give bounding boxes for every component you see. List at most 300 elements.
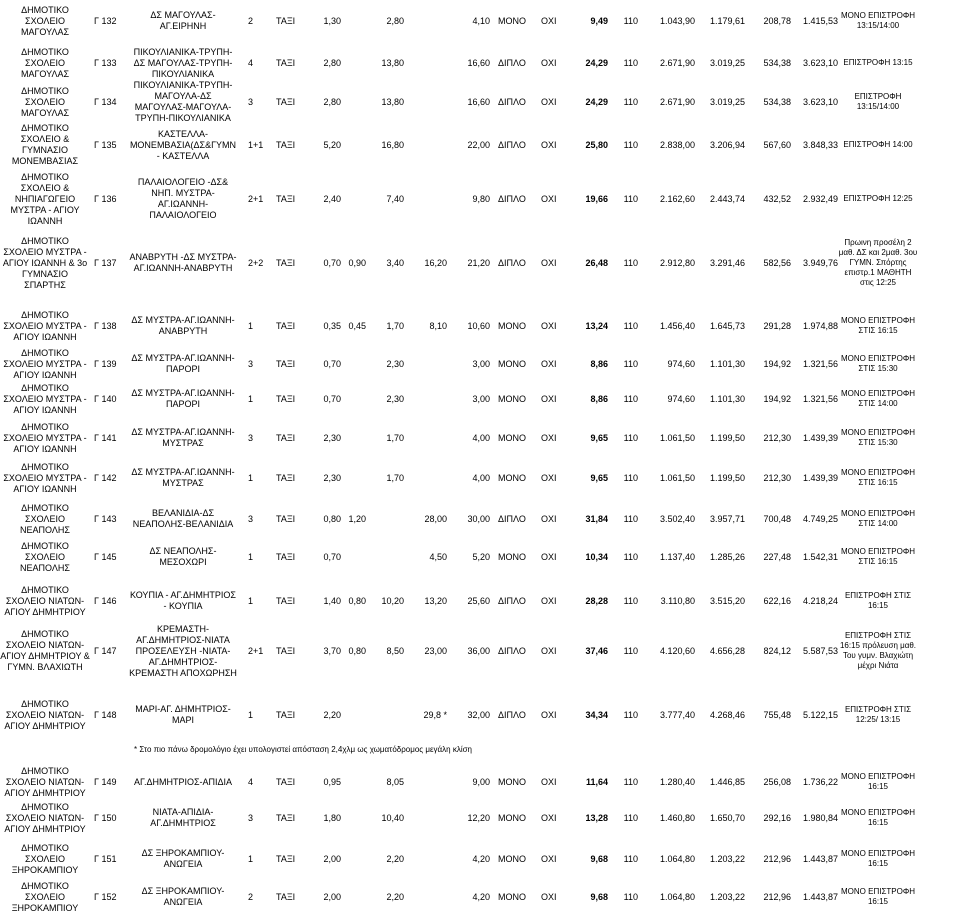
cell-c2: 0,80	[348, 595, 366, 606]
cell-c4: 29,8 *	[423, 709, 447, 720]
cell-a3: 208,78	[763, 15, 791, 26]
cell-route: ΔΣ ΜΥΣΤΡΑ-ΑΓ.ΙΩΑΝΝΗ-ΑΝΑΒΡΥΤΗ	[131, 315, 235, 336]
cell-a4: 1.415,53	[802, 15, 838, 26]
cell-route: ΑΓ.ΔΗΜΗΤΡΙΟΣ-ΑΠΙΔΙΑ	[133, 776, 233, 787]
cell-type: ΤΑΞΙ	[276, 393, 296, 404]
cell-type: ΤΑΞΙ	[276, 432, 296, 443]
cell-c5: 25,60	[467, 595, 490, 606]
cell-total: 9,65	[590, 472, 608, 483]
cell-note: ΕΠΙΣΤΡΟΦΗ ΣΤΙΣ 12:25/ 13:15	[844, 705, 912, 724]
cell-school: ΔΗΜΟΤΙΚΟ ΣΧΟΛΕΙΟ & ΓΥΜΝΑΣΙΟ ΜΟΝΕΜΒΑΣΙΑΣ	[11, 123, 79, 166]
table-row	[0, 306, 960, 346]
cell-a2: 1.199,50	[709, 432, 745, 443]
cell-c4: 8,10	[429, 320, 447, 331]
cell-a1: 2.162,60	[659, 193, 695, 204]
cell-vehicles: 2	[248, 15, 254, 26]
cell-note: ΜΟΝΟ ΕΠΙΣΤΡΟΦΗ 16:15	[841, 772, 915, 791]
cell-note: ΕΠΙΣΤΡΟΦΗ 13:15/14:00	[854, 92, 902, 111]
cell-c1: 2,40	[323, 193, 341, 204]
cell-total: 9,49	[590, 15, 608, 26]
cell-vehicles: 1	[248, 320, 254, 331]
cell-c3: 2,20	[386, 891, 404, 902]
cell-c5: 36,00	[467, 645, 490, 656]
cell-c4: 23,00	[424, 645, 447, 656]
cell-a4: 1.974,88	[802, 320, 838, 331]
cell-school: ΔΗΜΟΤΙΚΟ ΣΧΟΛΕΙΟ ΜΥΣΤΡΑ - ΑΓΙΟΥ ΙΩΑΝΝΗ	[3, 421, 87, 454]
cell-c3: 3,40	[386, 257, 404, 268]
cell-route: ΔΣ ΜΑΓΟΥΛΑΣ-ΑΓ.ΕΙΡΗΝΗ	[150, 10, 216, 31]
cell-vehicles: 4	[248, 57, 254, 68]
cell-note: ΜΟΝΟ ΕΠΙΣΤΡΟΦΗ 13:15/14:00	[841, 11, 915, 30]
cell-school: ΔΗΜΟΤΙΚΟ ΣΧΟΛΕΙΟ ΜΥΣΤΡΑ - ΑΓΙΟΥ ΙΩΑΝΝΗ	[3, 309, 87, 342]
cell-vehicles: 2	[248, 891, 254, 902]
cell-total: 28,28	[585, 595, 608, 606]
cell-type: ΤΑΞΙ	[276, 812, 296, 823]
cell-school: ΔΗΜΟΤΙΚΟ ΣΧΟΛΕΙΟ ΝΕΑΠΟΛΗΣ	[20, 502, 70, 535]
cell-dir: ΔΙΠΛΟ	[498, 513, 526, 524]
cell-note: ΕΠΙΣΤΡΟΦΗ 12:25	[843, 194, 913, 203]
cell-route: ΔΣ ΞΗΡΟΚΑΜΠΙΟΥ-ΑΝΩΓΕΙΑ	[141, 886, 225, 907]
cell-c5: 4,20	[472, 853, 490, 864]
cell-a2: 2.443,74	[709, 193, 745, 204]
cell-c4: 16,20	[424, 257, 447, 268]
cell-a2: 4.268,46	[709, 709, 745, 720]
cell-a2: 3.957,71	[709, 513, 745, 524]
cell-total: 19,66	[585, 193, 608, 204]
table-row	[0, 125, 960, 165]
cell-ret: ΟΧΙ	[541, 595, 557, 606]
cell-note: ΜΟΝΟ ΕΠΙΣΤΡΟΦΗ ΣΤΙΣ 14:00	[841, 389, 915, 408]
cell-c1: 2,00	[323, 853, 341, 864]
cell-type: ΤΑΞΙ	[276, 595, 296, 606]
table-row	[0, 695, 960, 735]
cell-type: ΤΑΞΙ	[276, 193, 296, 204]
cell-route: ΚΟΥΠΙΑ - ΑΓ.ΔΗΜΗΤΡΙΟΣ - ΚΟΥΠΙΑ	[130, 590, 236, 611]
cell-school: ΔΗΜΟΤΙΚΟ ΣΧΟΛΕΙΟ ΜΥΣΤΡΑ - ΑΓΙΟΥ ΙΩΑΝΝΗ	[3, 347, 87, 380]
cell-a3: 534,38	[763, 96, 791, 107]
cell-c2: 1,20	[348, 513, 366, 524]
cell-type: ΤΑΞΙ	[276, 776, 296, 787]
cell-a2: 1.203,22	[709, 891, 745, 902]
cell-c5: 4,10	[472, 15, 490, 26]
cell-c1: 2,20	[323, 709, 341, 720]
cell-a2: 1.199,50	[709, 472, 745, 483]
cell-c3: 8,05	[386, 776, 404, 787]
cell-note: ΜΟΝΟ ΕΠΙΣΤΡΟΦΗ ΣΤΙΣ 16:15	[841, 316, 915, 335]
cell-a1: 1.061,50	[659, 432, 695, 443]
cell-a1: 3.502,40	[659, 513, 695, 524]
cell-ret: ΟΧΙ	[541, 320, 557, 331]
cell-type: ΤΑΞΙ	[276, 96, 296, 107]
cell-c3: 13,80	[381, 96, 404, 107]
cell-code: Γ 142	[94, 472, 117, 483]
table-row	[0, 1, 960, 41]
cell-vehicles: 2+2	[248, 257, 264, 268]
cell-vehicles: 1+1	[248, 139, 264, 150]
cell-code: Γ 137	[94, 257, 117, 268]
cell-rate: 110	[623, 812, 638, 823]
cell-c1: 0,35	[323, 320, 341, 331]
cell-a4: 1.443,87	[802, 891, 838, 902]
cell-a4: 4.749,25	[802, 513, 838, 524]
cell-ret: ΟΧΙ	[541, 358, 557, 369]
cell-dir: ΜΟΝΟ	[498, 15, 526, 26]
cell-route: ΚΡΕΜΑΣΤΗ-ΑΓ.ΔΗΜΗΤΡΙΟΣ-ΝΙΑΤΑ ΠΡΟΣΕΛΕΥΣΗ -ΝΙΑΤΑ-ΑΓ.ΔΗΜΗΤΡΙΟΣ-ΚΡΕΜΑΣΤΗ ΑΠΟΧΩΡΗΣΗ	[129, 623, 237, 678]
cell-dir: ΜΟΝΟ	[498, 472, 526, 483]
cell-a2: 1.446,85	[709, 776, 745, 787]
cell-c3: 7,40	[386, 193, 404, 204]
cell-c5: 4,00	[472, 432, 490, 443]
cell-a3: 755,48	[763, 709, 791, 720]
cell-ret: ΟΧΙ	[541, 472, 557, 483]
cell-school: ΔΗΜΟΤΙΚΟ ΣΧΟΛΕΙΟ ΜΑΓΟΥΛΑΣ	[20, 4, 70, 37]
cell-c5: 9,80	[472, 193, 490, 204]
cell-a4: 1.321,56	[802, 393, 838, 404]
cell-ret: ΟΧΙ	[541, 551, 557, 562]
cell-total: 10,34	[585, 551, 608, 562]
cell-vehicles: 4	[248, 776, 254, 787]
cell-type: ΤΑΞΙ	[276, 320, 296, 331]
cell-c4: 13,20	[424, 595, 447, 606]
cell-rate: 110	[623, 96, 638, 107]
cell-a3: 700,48	[763, 513, 791, 524]
cell-school: ΔΗΜΟΤΙΚΟ ΣΧΟΛΕΙΟ ΜΥΣΤΡΑ - ΑΓΙΟΥ ΙΩΑΝΝΗ	[3, 461, 87, 494]
cell-route: ΠΙΚΟΥΛΙΑΝΙΚΑ-ΤΡΥΠΗ-ΔΣ ΜΑΓΟΥΛΑΣ-ΤΡΥΠΗ-ΠΙΚΟΥΛΙΑΝΙΚΑ	[133, 46, 233, 79]
cell-code: Γ 134	[94, 96, 117, 107]
cell-a2: 1.101,30	[709, 393, 745, 404]
table-row	[0, 762, 960, 802]
cell-c3: 1,70	[386, 472, 404, 483]
cell-total: 8,86	[590, 393, 608, 404]
cell-code: Γ 146	[94, 595, 117, 606]
table-row	[0, 82, 960, 122]
cell-note: ΜΟΝΟ ΕΠΙΣΤΡΟΦΗ 16:15	[841, 808, 915, 827]
cell-type: ΤΑΞΙ	[276, 891, 296, 902]
cell-school: ΔΗΜΟΤΙΚΟ ΣΧΟΛΕΙΟ ΜΑΓΟΥΛΑΣ	[20, 85, 70, 118]
cell-vehicles: 3	[248, 432, 254, 443]
cell-school: ΔΗΜΟΤΙΚΟ ΣΧΟΛΕΙΟ ΜΥΣΤΡΑ - ΑΓΙΟΥ ΙΩΑΝΝΗ & 3ο ΓΥΜΝΑΣΙΟ ΣΠΑΡΤΗΣ	[2, 235, 88, 290]
cell-ret: ΟΧΙ	[541, 139, 557, 150]
cell-dir: ΜΟΝΟ	[498, 812, 526, 823]
cell-c1: 2,00	[323, 891, 341, 902]
cell-c1: 2,30	[323, 472, 341, 483]
cell-school: ΔΗΜΟΤΙΚΟ ΣΧΟΛΕΙΟ ΜΥΣΤΡΑ - ΑΓΙΟΥ ΙΩΑΝΝΗ	[3, 382, 87, 415]
cell-a3: 432,52	[763, 193, 791, 204]
cell-a4: 1.736,22	[802, 776, 838, 787]
cell-route: ΔΣ ΞΗΡΟΚΑΜΠΙΟΥ-ΑΝΩΓΕΙΑ	[141, 848, 225, 869]
table-row	[0, 458, 960, 498]
cell-c1: 0,95	[323, 776, 341, 787]
cell-total: 9,68	[590, 853, 608, 864]
cell-route: ΜΑΡΙ-ΑΓ. ΔΗΜΗΤΡΙΟΣ-ΜΑΡΙ	[135, 704, 231, 725]
cell-dir: ΔΙΠΛΟ	[498, 595, 526, 606]
cell-code: Γ 135	[94, 139, 117, 150]
cell-c2: 0,90	[348, 257, 366, 268]
cell-dir: ΜΟΝΟ	[498, 853, 526, 864]
cell-c3: 13,80	[381, 57, 404, 68]
cell-c5: 16,60	[467, 96, 490, 107]
cell-code: Γ 141	[94, 432, 117, 443]
cell-a1: 1.460,80	[659, 812, 695, 823]
cell-note: ΜΟΝΟ ΕΠΙΣΤΡΟΦΗ 16:15	[841, 849, 915, 868]
cell-total: 34,34	[585, 709, 608, 720]
cell-a4: 3.623,10	[802, 96, 838, 107]
table-row	[0, 344, 960, 384]
cell-dir: ΜΟΝΟ	[498, 551, 526, 562]
cell-vehicles: 3	[248, 96, 254, 107]
cell-ret: ΟΧΙ	[541, 15, 557, 26]
cell-type: ΤΑΞΙ	[276, 645, 296, 656]
cell-type: ΤΑΞΙ	[276, 472, 296, 483]
cell-code: Γ 133	[94, 57, 117, 68]
cell-school: ΔΗΜΟΤΙΚΟ ΣΧΟΛΕΙΟ & ΝΗΠΙΑΓΩΓΕΙΟ ΜΥΣΤΡΑ - ΑΓΙΟΥ ΙΩΑΝΝΗ	[10, 171, 80, 226]
cell-c5: 12,20	[467, 812, 490, 823]
cell-dir: ΜΟΝΟ	[498, 776, 526, 787]
cell-rate: 110	[623, 472, 638, 483]
cell-a2: 1.179,61	[709, 15, 745, 26]
cell-a3: 194,92	[763, 358, 791, 369]
cell-dir: ΜΟΝΟ	[498, 432, 526, 443]
cell-note: Πρωινη προσέλη 2 μαθ. ΔΣ και 2μαθ. 3ου ΓΥΜΝ. Σπόρτης επιστρ.1 ΜΑΘΗΤΗ στις 12:25	[838, 238, 918, 287]
cell-total: 31,84	[585, 513, 608, 524]
cell-c1: 0,70	[323, 393, 341, 404]
cell-route: ΔΣ ΜΥΣΤΡΑ-ΑΓ.ΙΩΑΝΝΗ-ΠΑΡΟΡΙ	[131, 388, 235, 409]
cell-dir: ΔΙΠΛΟ	[498, 645, 526, 656]
footnote: * Στο πιο πάνω δρομολόγιο έχει υπολογιστεί απόσταση 2,4χλμ ως χωματόδρομος μεγάλη κλίση	[134, 745, 472, 754]
cell-total: 11,64	[585, 776, 608, 787]
cell-ret: ΟΧΙ	[541, 257, 557, 268]
cell-a1: 3.777,40	[659, 709, 695, 720]
cell-c5: 4,00	[472, 472, 490, 483]
cell-school: ΔΗΜΟΤΙΚΟ ΣΧΟΛΕΙΟ ΝΙΑΤΩΝ-ΑΓΙΟΥ ΔΗΜΗΤΡΙΟΥ & ΓΥΜΝ. ΒΛΑΧΙΩΤΗ	[0, 629, 90, 672]
cell-route: ΒΕΛΑΝΙΔΙΑ-ΔΣ ΝΕΑΠΟΛΗΣ-ΒΕΛΑΝΙΔΙΑ	[132, 508, 234, 529]
cell-c5: 3,00	[472, 358, 490, 369]
cell-a2: 1.285,26	[709, 551, 745, 562]
cell-rate: 110	[623, 891, 638, 902]
cell-school: ΔΗΜΟΤΙΚΟ ΣΧΟΛΕΙΟ ΞΗΡΟΚΑΜΠΙΟΥ	[11, 842, 79, 875]
cell-vehicles: 1	[248, 853, 254, 864]
cell-school: ΔΗΜΟΤΙΚΟ ΣΧΟΛΕΙΟ ΝΙΑΤΩΝ-ΑΓΙΟΥ ΔΗΜΗΤΡΙΟΥ	[4, 698, 86, 731]
cell-type: ΤΑΞΙ	[276, 551, 296, 562]
cell-school: ΔΗΜΟΤΙΚΟ ΣΧΟΛΕΙΟ ΝΙΑΤΩΝ-ΑΓΙΟΥ ΔΗΜΗΤΡΙΟΥ	[4, 765, 86, 798]
cell-ret: ΟΧΙ	[541, 812, 557, 823]
cell-c1: 2,80	[323, 57, 341, 68]
cell-a2: 3.291,46	[709, 257, 745, 268]
cell-code: Γ 147	[94, 645, 117, 656]
cell-total: 9,65	[590, 432, 608, 443]
cell-a2: 1.650,70	[709, 812, 745, 823]
cell-c1: 0,70	[323, 551, 341, 562]
cell-total: 24,29	[585, 57, 608, 68]
cell-a1: 1.280,40	[659, 776, 695, 787]
cell-note: ΜΟΝΟ ΕΠΙΣΤΡΟΦΗ ΣΤΙΣ 14:00	[841, 509, 915, 528]
cell-vehicles: 1	[248, 472, 254, 483]
cell-dir: ΜΟΝΟ	[498, 393, 526, 404]
cell-vehicles: 2+1	[248, 645, 264, 656]
cell-c5: 9,00	[472, 776, 490, 787]
cell-a1: 1.043,90	[659, 15, 695, 26]
cell-rate: 110	[623, 15, 638, 26]
cell-c3: 2,80	[386, 15, 404, 26]
cell-a2: 3.206,94	[709, 139, 745, 150]
cell-ret: ΟΧΙ	[541, 96, 557, 107]
cell-vehicles: 3	[248, 812, 254, 823]
cell-a1: 974,60	[667, 358, 695, 369]
cell-type: ΤΑΞΙ	[276, 513, 296, 524]
cell-vehicles: 1	[248, 595, 254, 606]
cell-c5: 30,00	[467, 513, 490, 524]
table-row	[0, 839, 960, 879]
table-row	[0, 537, 960, 577]
cell-dir: ΜΟΝΟ	[498, 891, 526, 902]
cell-a4: 1.542,31	[802, 551, 838, 562]
cell-c1: 2,30	[323, 432, 341, 443]
table-row	[0, 581, 960, 621]
cell-vehicles: 3	[248, 513, 254, 524]
cell-code: Γ 139	[94, 358, 117, 369]
cell-rate: 110	[623, 193, 638, 204]
cell-c4: 4,50	[429, 551, 447, 562]
table-row	[0, 623, 960, 678]
table-row	[0, 235, 960, 290]
cell-a2: 4.656,28	[709, 645, 745, 656]
cell-a3: 292,16	[763, 812, 791, 823]
cell-ret: ΟΧΙ	[541, 513, 557, 524]
cell-ret: ΟΧΙ	[541, 57, 557, 68]
cell-a1: 2.671,90	[659, 96, 695, 107]
cell-ret: ΟΧΙ	[541, 853, 557, 864]
cell-rate: 110	[623, 645, 638, 656]
cell-a4: 3.949,76	[802, 257, 838, 268]
cell-route: ΔΣ ΜΥΣΤΡΑ-ΑΓ.ΙΩΑΝΝΗ-ΜΥΣΤΡΑΣ	[131, 467, 235, 488]
cell-code: Γ 132	[94, 15, 117, 26]
cell-code: Γ 152	[94, 891, 117, 902]
cell-c1: 0,80	[323, 513, 341, 524]
cell-a2: 1.645,73	[709, 320, 745, 331]
cell-a3: 534,38	[763, 57, 791, 68]
cell-route: ΠΑΛΑΙΟΛΟΓΕΙΟ -ΔΣ& ΝΗΠ. ΜΥΣΤΡΑ-ΑΓ.ΙΩΑΝΝΗ-ΠΑΛΑΙΟΛΟΓΕΙΟ	[137, 177, 229, 220]
cell-a4: 1.321,56	[802, 358, 838, 369]
cell-a1: 4.120,60	[659, 645, 695, 656]
cell-a4: 3.848,33	[802, 139, 838, 150]
cell-code: Γ 149	[94, 776, 117, 787]
table-row	[0, 877, 960, 917]
cell-a4: 1.443,87	[802, 853, 838, 864]
cell-a1: 974,60	[667, 393, 695, 404]
cell-a2: 3.019,25	[709, 57, 745, 68]
cell-rate: 110	[623, 776, 638, 787]
cell-a1: 2.671,90	[659, 57, 695, 68]
cell-rate: 110	[623, 393, 638, 404]
cell-a3: 194,92	[763, 393, 791, 404]
cell-rate: 110	[623, 513, 638, 524]
cell-code: Γ 136	[94, 193, 117, 204]
cell-c5: 5,20	[472, 551, 490, 562]
cell-type: ΤΑΞΙ	[276, 15, 296, 26]
cell-note: ΜΟΝΟ ΕΠΙΣΤΡΟΦΗ 16:15	[841, 887, 915, 906]
cell-rate: 110	[623, 551, 638, 562]
cell-rate: 110	[623, 257, 638, 268]
cell-rate: 110	[623, 709, 638, 720]
cell-ret: ΟΧΙ	[541, 709, 557, 720]
cell-rate: 110	[623, 139, 638, 150]
cell-a3: 256,08	[763, 776, 791, 787]
cell-rate: 110	[623, 432, 638, 443]
cell-a3: 824,12	[763, 645, 791, 656]
cell-a1: 1.064,80	[659, 853, 695, 864]
cell-route: ΔΣ ΜΥΣΤΡΑ-ΑΓ.ΙΩΑΝΝΗ-ΜΥΣΤΡΑΣ	[131, 427, 235, 448]
cell-c3: 16,80	[381, 139, 404, 150]
cell-route: ΠΙΚΟΥΛΙΑΝΙΚΑ-ΤΡΥΠΗ-ΜΑΓΟΥΛΑ-ΔΣ ΜΑΓΟΥΛΑΣ-ΜΑΓΟΥΛΑ-ΤΡΥΠΗ-ΠΙΚΟΥΛΙΑΝΙΚΑ	[133, 80, 233, 123]
cell-a3: 212,96	[763, 853, 791, 864]
cell-dir: ΜΟΝΟ	[498, 320, 526, 331]
cell-a4: 4.218,24	[802, 595, 838, 606]
cell-code: Γ 145	[94, 551, 117, 562]
cell-dir: ΔΙΠΛΟ	[498, 96, 526, 107]
cell-school: ΔΗΜΟΤΙΚΟ ΣΧΟΛΕΙΟ ΜΑΓΟΥΛΑΣ	[20, 46, 70, 79]
cell-total: 13,28	[585, 812, 608, 823]
cell-code: Γ 151	[94, 853, 117, 864]
cell-note: ΕΠΙΣΤΡΟΦΗ ΣΤΙΣ 16:15 πρόλευση μαθ. Του γυμν. Βλαχιώτη μέχρι Νιάτα	[839, 631, 917, 670]
cell-type: ΤΑΞΙ	[276, 57, 296, 68]
table-row	[0, 379, 960, 419]
cell-school: ΔΗΜΟΤΙΚΟ ΣΧΟΛΕΙΟ ΝΕΑΠΟΛΗΣ	[20, 540, 70, 573]
cell-note: ΜΟΝΟ ΕΠΙΣΤΡΟΦΗ ΣΤΙΣ 15:30	[841, 354, 915, 373]
cell-note: ΜΟΝΟ ΕΠΙΣΤΡΟΦΗ ΣΤΙΣ 16:15	[841, 547, 915, 566]
cell-c3: 2,30	[386, 358, 404, 369]
table-row	[0, 798, 960, 838]
cell-a1: 1.137,40	[659, 551, 695, 562]
cell-c3: 8,50	[386, 645, 404, 656]
cell-rate: 110	[623, 358, 638, 369]
cell-a4: 1.439,39	[802, 432, 838, 443]
cell-note: ΕΠΙΣΤΡΟΦΗ 13:15	[843, 58, 913, 67]
cell-dir: ΔΙΠΛΟ	[498, 57, 526, 68]
cell-a2: 1.203,22	[709, 853, 745, 864]
cell-c5: 10,60	[467, 320, 490, 331]
cell-ret: ΟΧΙ	[541, 776, 557, 787]
cell-ret: ΟΧΙ	[541, 645, 557, 656]
cell-dir: ΔΙΠΛΟ	[498, 709, 526, 720]
cell-c4: 28,00	[424, 513, 447, 524]
cell-type: ΤΑΞΙ	[276, 358, 296, 369]
cell-ret: ΟΧΙ	[541, 193, 557, 204]
cell-c1: 2,80	[323, 96, 341, 107]
cell-a3: 212,30	[763, 432, 791, 443]
cell-school: ΔΗΜΟΤΙΚΟ ΣΧΟΛΕΙΟ ΞΗΡΟΚΑΜΠΙΟΥ	[11, 880, 79, 913]
cell-c3: 1,70	[386, 432, 404, 443]
cell-vehicles: 1	[248, 551, 254, 562]
cell-dir: ΜΟΝΟ	[498, 358, 526, 369]
cell-a3: 622,16	[763, 595, 791, 606]
cell-a1: 2.912,80	[659, 257, 695, 268]
cell-c2: 0,80	[348, 645, 366, 656]
cell-a1: 2.838,00	[659, 139, 695, 150]
cell-rate: 110	[623, 853, 638, 864]
cell-a1: 1.064,80	[659, 891, 695, 902]
cell-c1: 1,80	[323, 812, 341, 823]
cell-c1: 3,70	[323, 645, 341, 656]
cell-type: ΤΑΞΙ	[276, 257, 296, 268]
cell-dir: ΔΙΠΛΟ	[498, 193, 526, 204]
cell-c5: 32,00	[467, 709, 490, 720]
cell-ret: ΟΧΙ	[541, 432, 557, 443]
cell-school: ΔΗΜΟΤΙΚΟ ΣΧΟΛΕΙΟ ΝΙΑΤΩΝ-ΑΓΙΟΥ ΔΗΜΗΤΡΙΟΥ	[4, 801, 86, 834]
cell-total: 9,68	[590, 891, 608, 902]
cell-c5: 22,00	[467, 139, 490, 150]
cell-school: ΔΗΜΟΤΙΚΟ ΣΧΟΛΕΙΟ ΝΙΑΤΩΝ-ΑΓΙΟΥ ΔΗΜΗΤΡΙΟΥ	[4, 584, 86, 617]
cell-a3: 212,30	[763, 472, 791, 483]
